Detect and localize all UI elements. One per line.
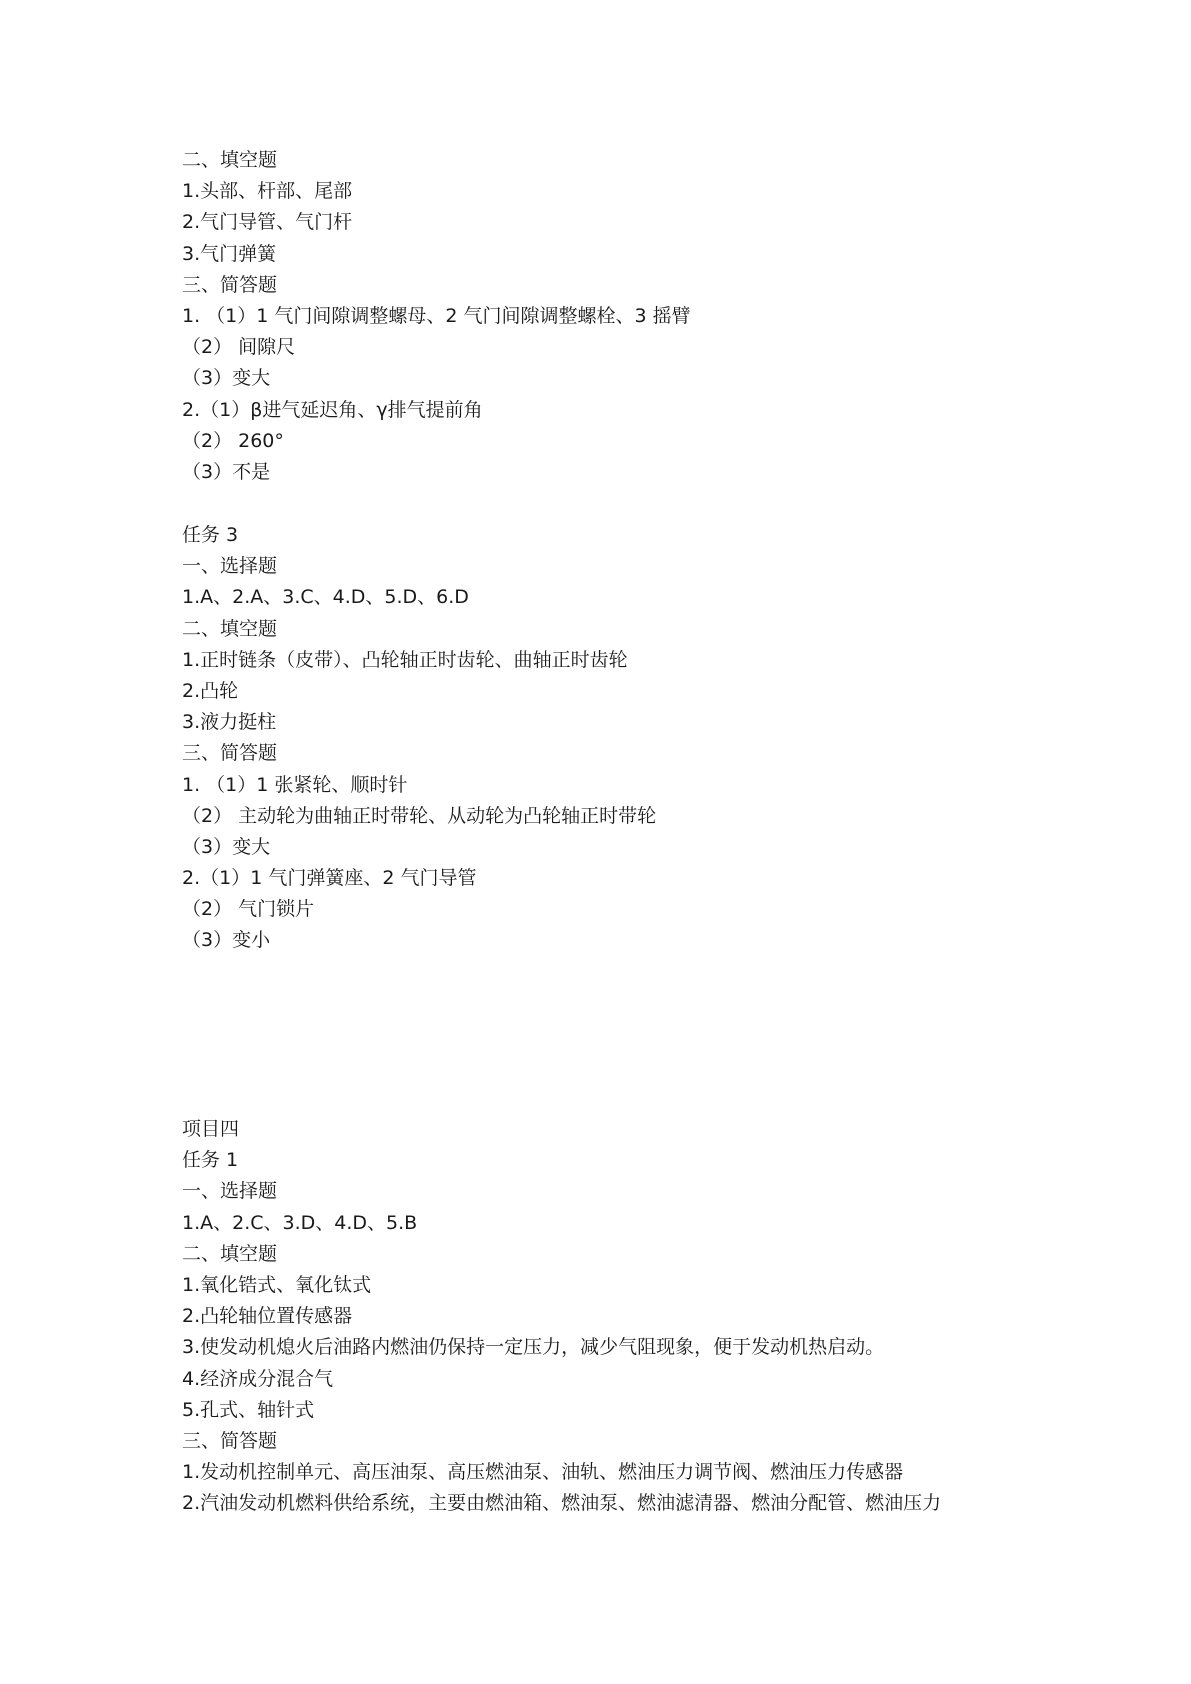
- answer-line: （2） 主动轮为曲轴正时带轮、从动轮为凸轮轴正时带轮: [182, 804, 657, 827]
- answer-block-task3: [182, 520, 1062, 957]
- section-heading-fill-in: 二、填空题: [182, 1242, 278, 1265]
- section-heading-short-answer: 三、简答题: [182, 742, 278, 765]
- task-heading: 任务 3: [182, 524, 239, 546]
- answer-line: 2.汽油发动机燃料供给系统，主要由燃油箱、燃油泵、燃油滤清器、燃油分配管、燃油压力: [182, 1492, 942, 1515]
- answer-line: （3）不是: [182, 460, 271, 483]
- answer-line: 2.气门导管、气门杆: [182, 211, 353, 234]
- project-heading: 项目四: [182, 1118, 240, 1140]
- section-heading-short-answer: 三、简答题: [182, 273, 278, 296]
- answer-line: （3）变小: [182, 929, 271, 952]
- answer-line: 3.气门弹簧: [182, 242, 277, 265]
- answer-line: 1.发动机控制单元、高压油泵、高压燃油泵、油轨、燃油压力调节阀、燃油压力传感器: [182, 1461, 904, 1484]
- answer-line: 1.A、2.A、3.C、4.D、5.D、6.D: [182, 586, 469, 609]
- answer-line: 3.使发动机熄火后油路内燃油仍保持一定压力，减少气阻现象，便于发动机热启动。: [182, 1336, 885, 1359]
- answer-block-project3-task2: [182, 145, 1062, 488]
- answer-block-project4-task1: [182, 1114, 1062, 1519]
- answer-line: 2.（1）1 气门弹簧座、2 气门导管: [182, 867, 477, 890]
- answer-line: （3）变大: [182, 367, 271, 390]
- section-heading-short-answer: 三、简答题: [182, 1429, 278, 1452]
- section-heading-multiple-choice: 一、选择题: [182, 555, 278, 578]
- answer-line: （2） 气门锁片: [182, 898, 315, 921]
- answer-line: 2.凸轮: [182, 679, 239, 702]
- answer-line: 1.A、2.C、3.D、4.D、5.B: [182, 1211, 418, 1234]
- answer-line: 1. （1）1 张紧轮、顺时针: [182, 773, 408, 796]
- answer-line: 3.液力挺柱: [182, 711, 277, 734]
- answer-line: （3）变大: [182, 835, 271, 858]
- answer-line: 1.氧化锆式、氧化钛式: [182, 1273, 372, 1296]
- section-heading-fill-in: 二、填空题: [182, 149, 278, 171]
- answer-line: （2） 间隙尺: [182, 336, 296, 359]
- answer-line: 2.凸轮轴位置传感器: [182, 1305, 353, 1328]
- answer-line: 1.头部、杆部、尾部: [182, 180, 353, 203]
- answer-line: 5.孔式、轴针式: [182, 1398, 315, 1421]
- answer-line: （2） 260°: [182, 429, 284, 452]
- answer-line: 1.正时链条（皮带）、凸轮轴正时齿轮、曲轴正时齿轮: [182, 648, 628, 671]
- task-heading: 任务 1: [182, 1149, 239, 1172]
- answer-line: 1. （1）1 气门间隙调整螺母、2 气门间隙调整螺栓、3 摇臂: [182, 304, 691, 327]
- answer-line: 4.经济成分混合气: [182, 1367, 334, 1390]
- section-heading-multiple-choice: 一、选择题: [182, 1180, 278, 1203]
- answer-line: 2.（1）β进气延迟角、γ排气提前角: [182, 398, 483, 421]
- section-heading-fill-in: 二、填空题: [182, 617, 278, 640]
